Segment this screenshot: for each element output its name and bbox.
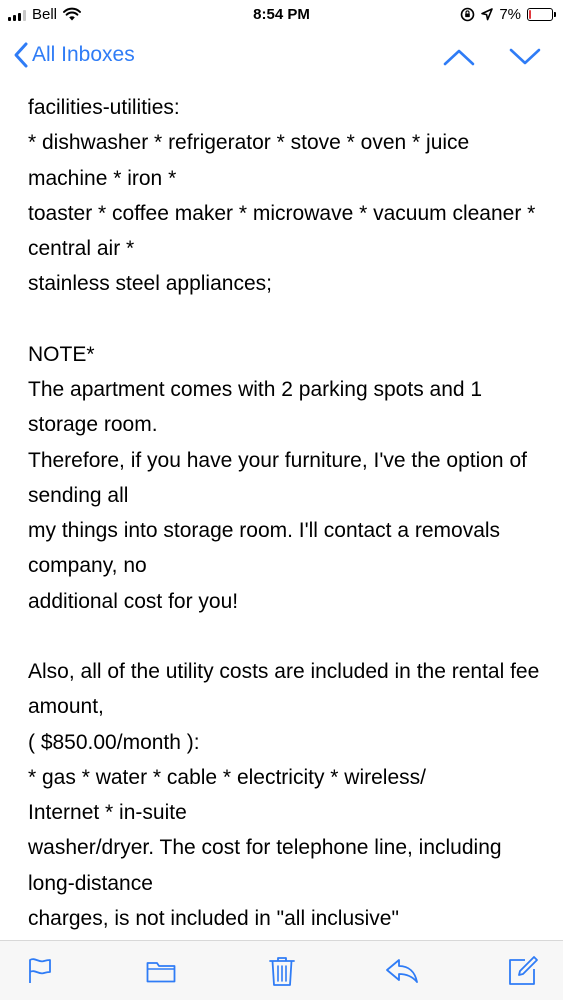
back-label: All Inboxes (32, 43, 135, 66)
flag-button[interactable] (22, 953, 58, 989)
orientation-lock-icon (460, 7, 475, 22)
bottom-toolbar (0, 940, 563, 1000)
status-bar (0, 0, 563, 32)
reply-button[interactable] (384, 953, 420, 989)
move-to-folder-button[interactable] (143, 953, 179, 989)
trash-button[interactable] (264, 953, 300, 989)
chevron-left-icon (14, 42, 28, 68)
compose-icon (507, 955, 539, 987)
battery-percentage: 7% (499, 6, 521, 23)
email-body-text: facilities-utilities: * dishwasher * refrigerator * stove * oven * juice machine * iron * toaster * coffee maker * microwave * vacuum cleaner * central air * stainless steel appliances; NOTE* The apartment comes with 2 parking spots and 1 storage room. Therefore, if you have your furniture, I've the option of sending all my things into storage room. I'll contact a removals company, no additional cost for you! Also, all of the utility costs are included in the rental fee amount, ( $850.00/month ): * gas * water * cable * electricity * wireless/ Internet * in-suite washer/dryer. The cost for telephone line, including long-distance charges, is not included in "all inclusive" (28, 96, 540, 930)
compose-button[interactable] (505, 953, 541, 989)
battery-icon (527, 8, 553, 21)
status-time: 8:54 PM (253, 6, 310, 23)
folder-icon (146, 959, 176, 983)
chevron-up-icon (443, 48, 475, 66)
battery-fill (529, 10, 531, 19)
status-right (460, 6, 553, 23)
previous-message-button[interactable] (441, 44, 477, 70)
carrier-label: Bell (32, 6, 58, 23)
trash-icon (269, 955, 295, 987)
next-message-button[interactable] (507, 44, 543, 70)
back-button[interactable] (14, 42, 135, 68)
message-navigation (441, 44, 543, 70)
nav-bar (0, 32, 563, 84)
reply-icon (385, 958, 419, 984)
email-content (28, 90, 541, 940)
location-icon (481, 8, 493, 21)
chevron-down-icon (509, 48, 541, 66)
flag-icon (27, 957, 53, 985)
